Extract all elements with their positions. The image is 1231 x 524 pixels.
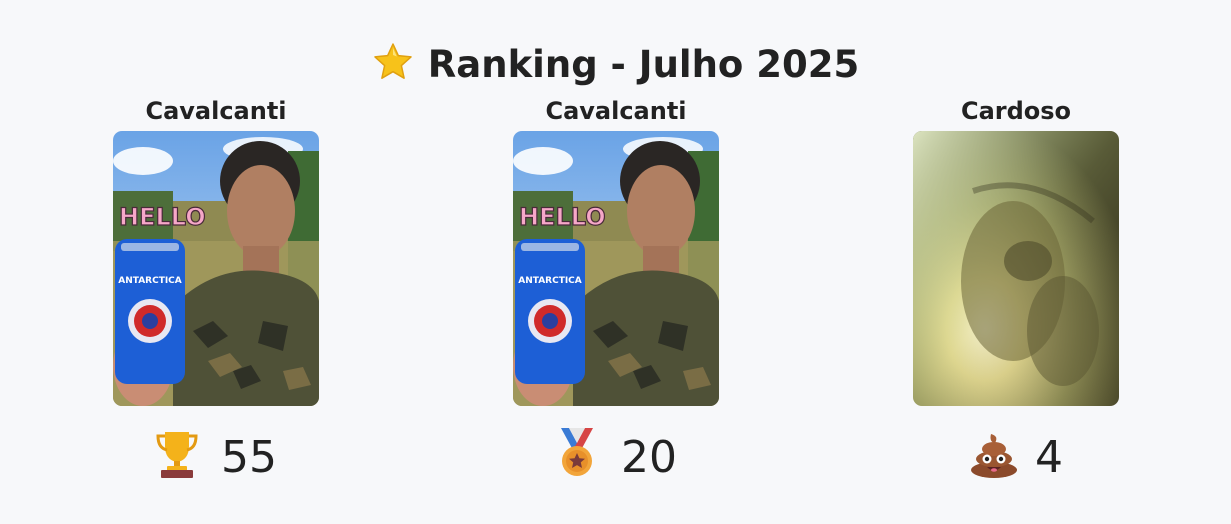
star-icon [372, 41, 414, 83]
photo-caption: HELLO [519, 203, 606, 231]
can-label: ANTARCTICA [118, 276, 182, 286]
poop-icon [969, 428, 1013, 478]
page-title-text: Ranking - Julho 2025 [427, 42, 860, 86]
medal-icon [555, 428, 599, 478]
podium-card-first[interactable] [113, 94, 319, 406]
player-photo[interactable] [513, 131, 719, 406]
podium-card-third[interactable] [913, 94, 1119, 406]
podium-card-second[interactable] [513, 94, 719, 406]
score-third [866, 428, 1166, 488]
page-title [0, 41, 1231, 89]
can-label: ANTARCTICA [518, 276, 582, 286]
player-name: Cavalcanti [545, 97, 687, 125]
player-name: Cavalcanti [145, 97, 287, 125]
score-value: 4 [1035, 432, 1063, 483]
score-value: 20 [621, 432, 677, 483]
score-value: 55 [221, 432, 277, 483]
photo-caption: HELLO [119, 203, 206, 231]
score-second [466, 428, 766, 488]
player-photo[interactable] [913, 131, 1119, 406]
player-name: Cardoso [960, 97, 1072, 125]
trophy-icon [155, 428, 199, 478]
player-photo[interactable] [113, 131, 319, 406]
score-first [66, 428, 366, 488]
